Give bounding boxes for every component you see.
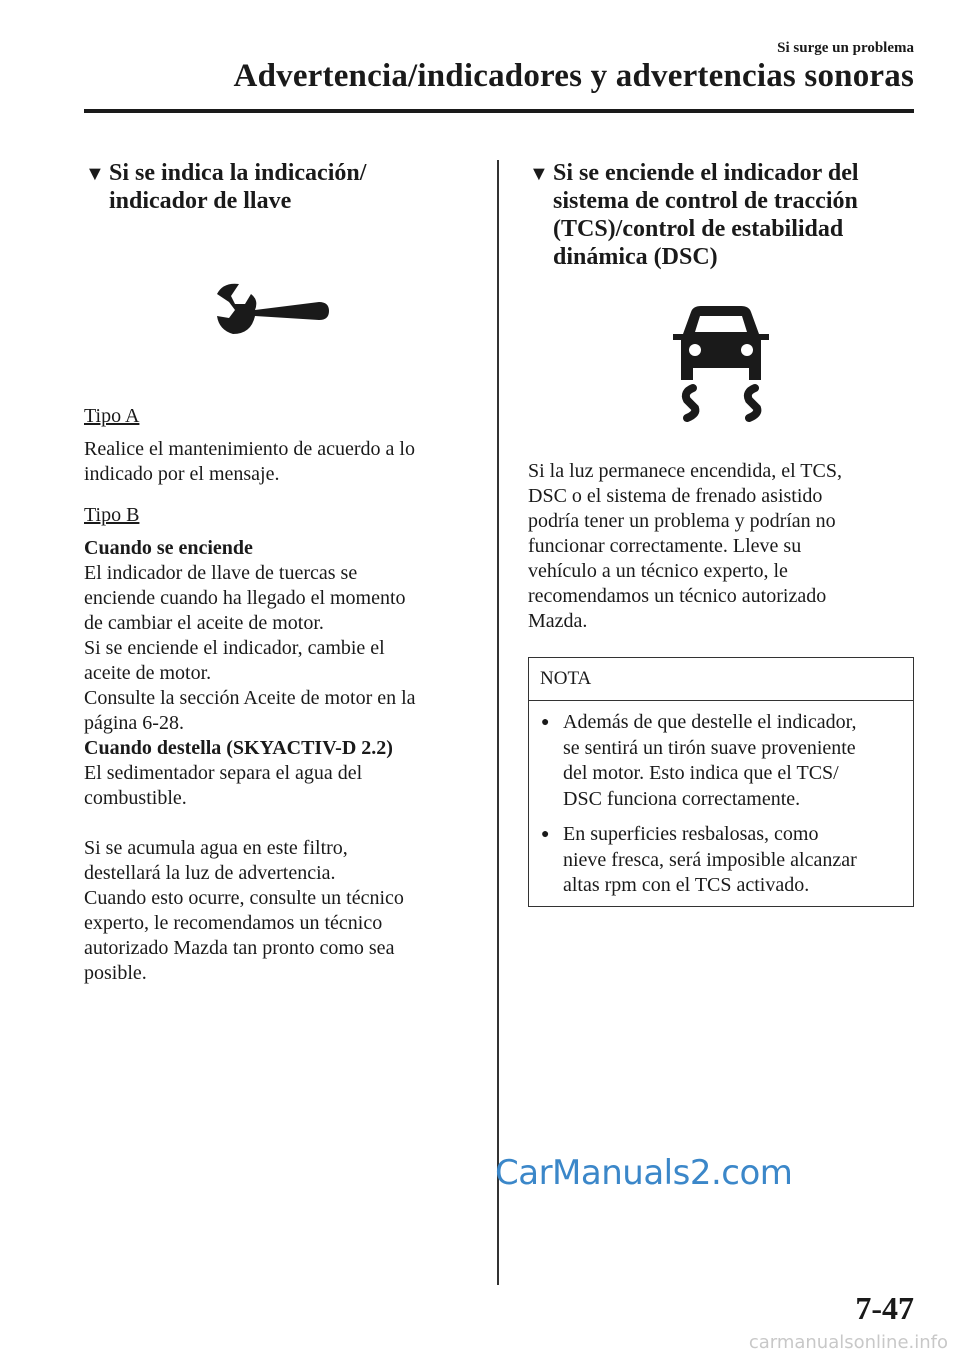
tipo-b-line: combustible. bbox=[84, 787, 187, 809]
left-heading-line-2: indicador de llave bbox=[109, 188, 292, 214]
note-item-line: DSC funciona correctamente. bbox=[563, 787, 801, 810]
tipo-b-line: Cuando destella (SKYACTIV-D 2.2) bbox=[84, 737, 393, 759]
tipo-b-line: de cambiar el aceite de motor. bbox=[84, 612, 324, 634]
tipo-a-label: Tipo A bbox=[84, 405, 140, 427]
note-item-line: se sentirá un tirón suave proveniente bbox=[563, 736, 856, 759]
tipo-b-line: destellará la luz de advertencia. bbox=[84, 862, 336, 884]
tipo-b-line: página 6-28. bbox=[84, 712, 184, 734]
note-box bbox=[528, 657, 914, 907]
note-item-line: del motor. Esto indica que el TCS/ bbox=[563, 762, 839, 784]
note-header bbox=[529, 658, 913, 701]
tipo-b-line: Cuando esto ocurre, consulte un técnico bbox=[84, 887, 404, 909]
right-heading bbox=[529, 159, 859, 271]
note-title: NOTA bbox=[540, 668, 592, 689]
tipo-b-line: Consulte la sección Aceite de motor en la bbox=[84, 687, 416, 709]
running-header-section: Si surge un problema bbox=[777, 40, 914, 56]
note-item-line: Además de que destelle el indicador, bbox=[563, 711, 857, 733]
tipo-b-label: Tipo B bbox=[84, 504, 140, 526]
tipo-b-line: enciende cuando ha llegado el momento bbox=[84, 587, 406, 609]
right-paragraph-line: vehículo a un técnico experto, le bbox=[528, 560, 788, 582]
running-header-title: Advertencia/indicadores y advertencias sonoras bbox=[233, 58, 914, 94]
tipo-b-line: Cuando se enciende bbox=[84, 537, 253, 559]
right-paragraph-line: Si la luz permanece encendida, el TCS, bbox=[528, 460, 842, 482]
tipo-b-line: experto, le recomendamos un técnico bbox=[84, 912, 383, 934]
tipo-b-line: Si se enciende el indicador, cambie el bbox=[84, 637, 385, 659]
bullet-icon: ● bbox=[541, 827, 550, 842]
tipo-b-lines bbox=[84, 536, 416, 811]
tipo-b-line: El sedimentador separa el agua del bbox=[84, 762, 363, 784]
triangle-marker-icon: ▼ bbox=[85, 163, 105, 185]
page-number: 7-47 bbox=[855, 1290, 914, 1326]
left-heading bbox=[85, 159, 367, 215]
right-paragraph-line: Mazda. bbox=[528, 610, 588, 632]
tipo-a-line-1: Realice el mantenimiento de acuerdo a lo bbox=[84, 438, 415, 460]
tipo-b-line: autorizado Mazda tan pronto como sea bbox=[84, 937, 395, 959]
triangle-marker-icon: ▼ bbox=[529, 163, 549, 185]
footer-site: carmanualsonline.info bbox=[748, 1332, 948, 1353]
watermark-logo: CarManuals2.com bbox=[495, 1153, 793, 1193]
right-paragraph-line: recomendamos un técnico autorizado bbox=[528, 585, 827, 607]
right-heading-line-4: dinámica (DSC) bbox=[553, 244, 718, 270]
tipo-b-line: El indicador de llave de tuercas se bbox=[84, 562, 358, 584]
right-paragraph-line: funcionar correctamente. Lleve su bbox=[528, 535, 802, 557]
right-heading-line-2: sistema de control de tracción bbox=[553, 188, 858, 214]
note-list bbox=[541, 710, 903, 909]
note-item-line: nieve fresca, será imposible alcanzar bbox=[563, 848, 857, 871]
right-paragraph-line: podría tener un problema y podrían no bbox=[528, 510, 836, 532]
column-divider bbox=[497, 160, 499, 1285]
skidding-car-icon bbox=[665, 300, 775, 425]
tipo-a-line-2: indicado por el mensaje. bbox=[84, 463, 280, 485]
note-item bbox=[541, 710, 903, 812]
tipo-b-line: Si se acumula agua en este filtro, bbox=[84, 837, 348, 859]
right-paragraph-line: DSC o el sistema de frenado asistido bbox=[528, 485, 823, 507]
tipo-b-lines-second bbox=[84, 836, 416, 986]
right-paragraph bbox=[528, 459, 842, 634]
tipo-b-block bbox=[84, 503, 416, 986]
tipo-a-block bbox=[84, 404, 415, 487]
tipo-b-line: posible. bbox=[84, 962, 147, 984]
tipo-b-line: aceite de motor. bbox=[84, 662, 212, 684]
note-item-line: altas rpm con el TCS activado. bbox=[563, 874, 810, 896]
bullet-icon: ● bbox=[541, 715, 550, 730]
wrench-icon bbox=[215, 280, 330, 340]
note-item bbox=[541, 822, 903, 899]
right-heading-line-3: (TCS)/control de estabilidad bbox=[553, 216, 844, 242]
note-item-line: En superficies resbalosas, como bbox=[563, 823, 819, 845]
left-heading-line-1: Si se indica la indicación/ bbox=[109, 160, 367, 186]
header-rule bbox=[84, 109, 914, 113]
right-heading-line-1: Si se enciende el indicador del bbox=[553, 160, 859, 186]
